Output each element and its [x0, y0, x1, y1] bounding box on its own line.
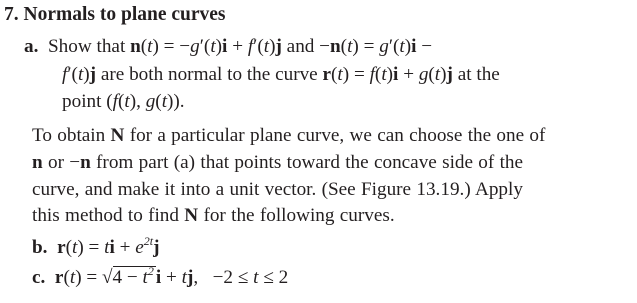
part-b-label: b.: [32, 237, 48, 258]
part-c-label: c.: [32, 267, 46, 288]
part-c: c. $r(t) = √4 - t^2$ i + tj, −2 ≤ t ≤ 2: [32, 264, 289, 288]
exercise-heading: 7. Normals to plane curves: [4, 4, 226, 25]
part-a-line-1: a. Show that n(t) = −g′(t)i + f′(t)j and −n(t) = g′(t)i −: [24, 36, 433, 57]
paragraph-line-1: To obtain N for a particular plane curve, we can choose the one of: [32, 125, 546, 146]
part-a-line-2: f′(t)j are both normal to the curve r(t) = f(t)i + g(t)j at the: [62, 64, 500, 85]
part-a-label: a.: [24, 36, 39, 57]
part-b: b. r(t) = ti + $e^{2t}j$: [32, 234, 160, 258]
paragraph-line-4: this method to find N for the following curves.: [32, 205, 395, 226]
paragraph-line-3: curve, and make it into a unit vector. (See Figure 13.19.) Apply: [32, 179, 523, 200]
part-a-line-3: point (f(t), g(t)).: [62, 91, 185, 112]
paragraph-line-2: n or −n from part (a) that points toward the concave side of the: [32, 152, 524, 173]
